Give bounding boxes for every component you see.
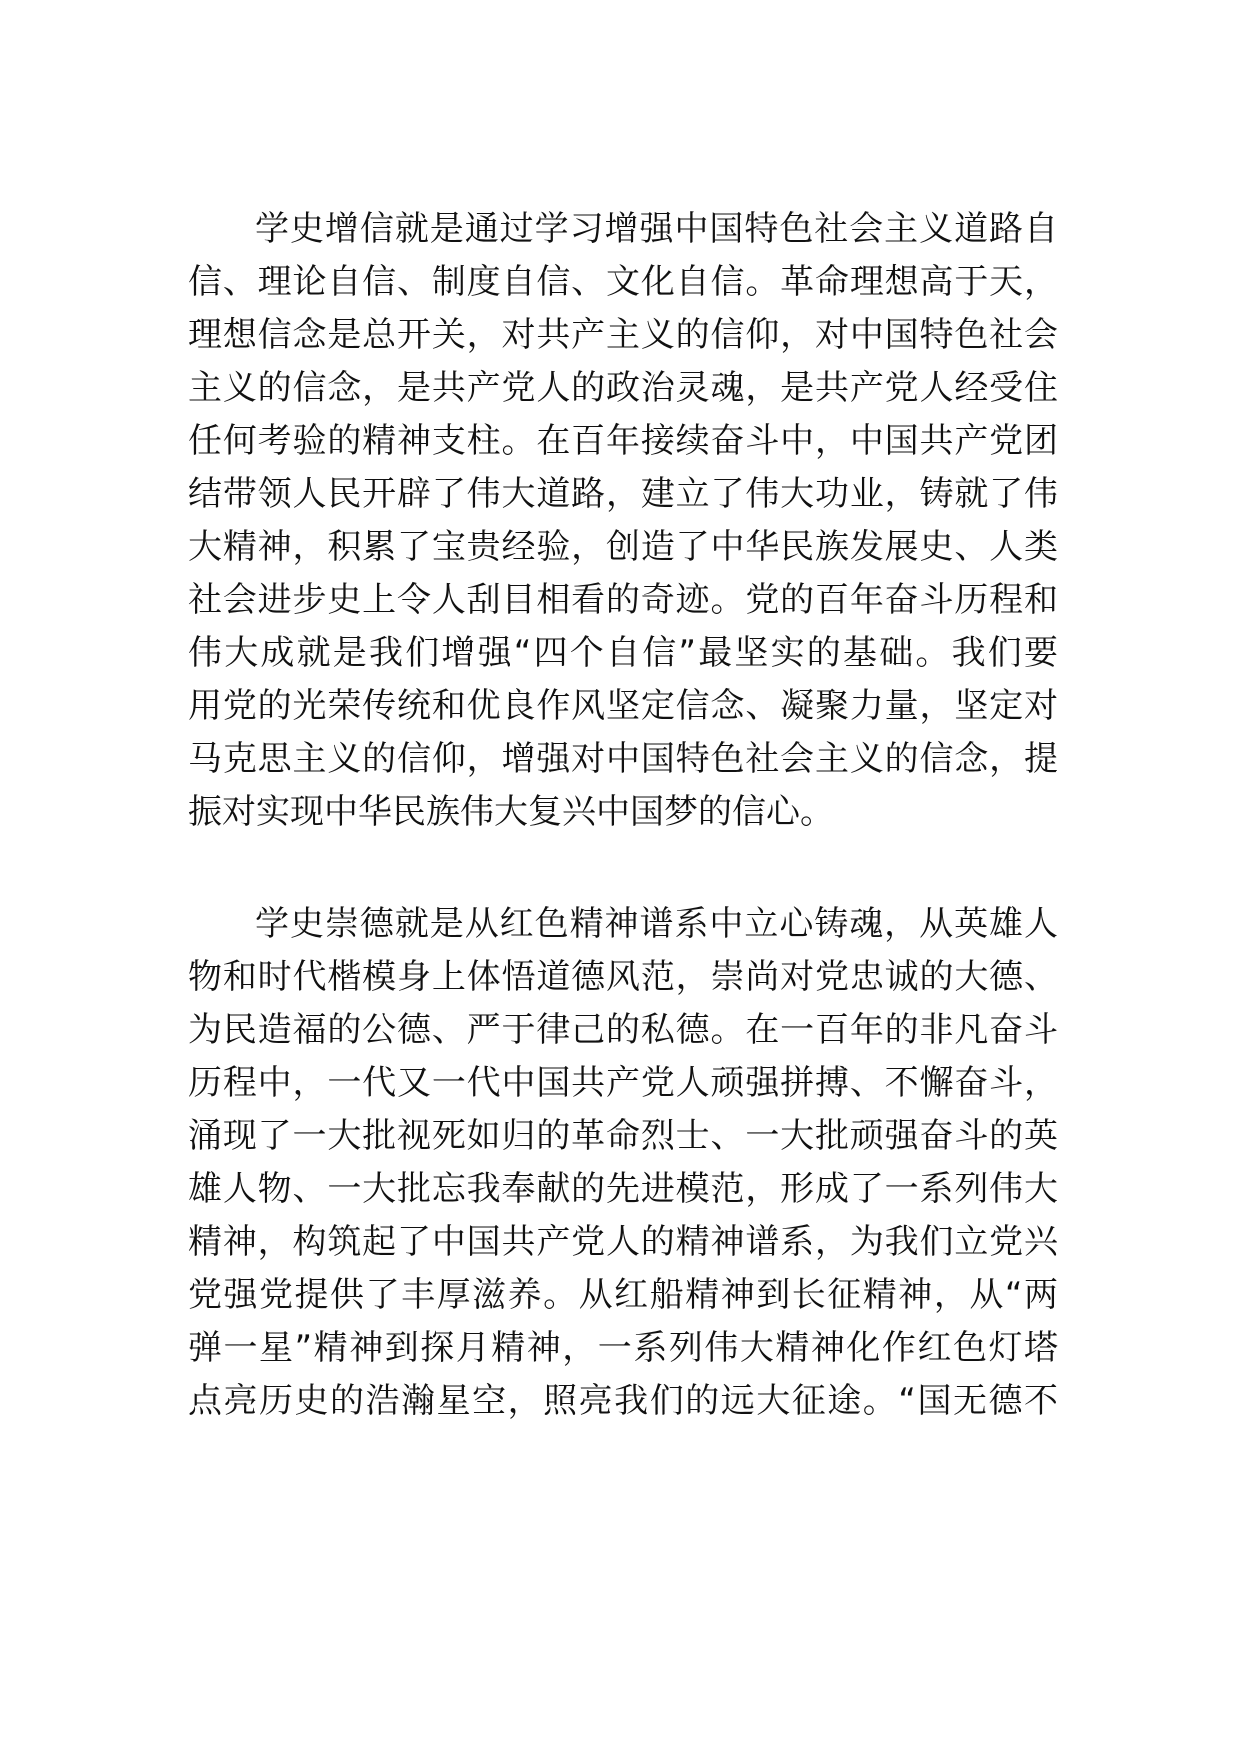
paragraph-line: 用党的光荣传统和优良作风坚定信念、凝聚力量，坚定对 [188,686,1058,726]
paragraph-line: 涌现了一大批视死如归的革命烈士、一大批顽强奋斗的英 [188,1116,1058,1156]
paragraph-line: 理想信念是总开关，对共产主义的信仰，对中国特色社会 [188,315,1058,355]
paragraph-line: 学史增信就是通过学习增强中国特色社会主义道路自 [255,209,1058,249]
paragraph-line: 点亮历史的浩瀚星空，照亮我们的远大征途。“国无德不 [188,1381,1058,1421]
paragraph-line: 为民造福的公德、严于律己的私德。在一百年的非凡奋斗 [188,1010,1058,1050]
paragraph-line: 历程中，一代又一代中国共产党人顽强拼搏、不懈奋斗， [188,1063,1058,1103]
paragraph-line: 大精神，积累了宝贵经验，创造了中华民族发展史、人类 [188,527,1058,567]
paragraph-line: 弹一星”精神到探月精神，一系列伟大精神化作红色灯塔 [188,1328,1058,1368]
paragraph-line: 任何考验的精神支柱。在百年接续奋斗中，中国共产党团 [188,421,1058,461]
paragraph-line: 信、理论自信、制度自信、文化自信。革命理想高于天， [188,262,1058,302]
paragraph-line: 物和时代楷模身上体悟道德风范，崇尚对党忠诚的大德、 [188,957,1058,997]
paragraph-line: 伟大成就是我们增强“四个自信”最坚实的基础。我们要 [188,633,1058,673]
paragraph-line: 马克思主义的信仰，增强对中国特色社会主义的信念，提 [188,739,1058,779]
paragraph-line: 雄人物、一大批忘我奉献的先进模范，形成了一系列伟大 [188,1169,1058,1209]
paragraph-line: 主义的信念，是共产党人的政治灵魂，是共产党人经受住 [188,368,1058,408]
paragraph-line: 社会进步史上令人刮目相看的奇迹。党的百年奋斗历程和 [188,580,1058,620]
paragraph-line: 振对实现中华民族伟大复兴中国梦的信心。 [188,792,834,832]
paragraph-line: 精神，构筑起了中国共产党人的精神谱系，为我们立党兴 [188,1222,1058,1262]
paragraph-line: 党强党提供了丰厚滋养。从红船精神到长征精神，从“两 [188,1275,1058,1315]
paragraph-line: 结带领人民开辟了伟大道路，建立了伟大功业，铸就了伟 [188,474,1058,514]
paragraph-line: 学史崇德就是从红色精神谱系中立心铸魂，从英雄人 [255,904,1058,944]
